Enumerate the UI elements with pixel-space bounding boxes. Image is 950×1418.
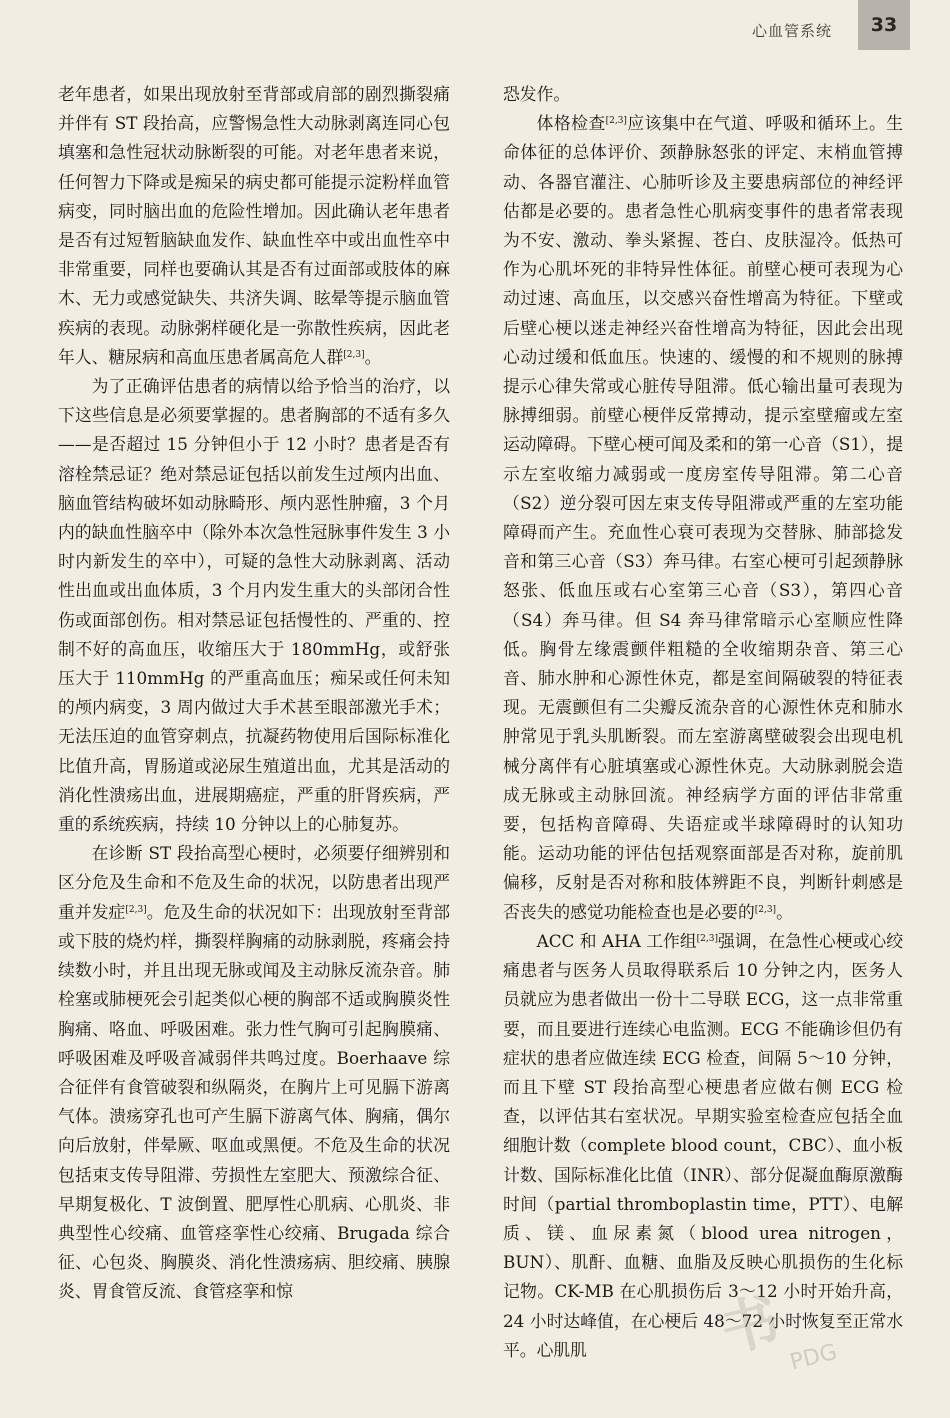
running-header-title: 心血管系统 [752, 22, 833, 40]
right-p1-text-a: 体格检查 [536, 113, 606, 134]
citation: [2,3] [605, 116, 627, 127]
left-paragraph-1 [58, 80, 450, 372]
right-p2-text-a: ACC 和 AHA 工作组 [536, 930, 697, 951]
citation: [2,3] [754, 904, 777, 915]
right-paragraph-0: 恐发作。 [503, 84, 571, 104]
left-p3-text-a: 在诊断 ST 段抬高型心梗时，必须要仔细辨别和区分危及生命和不危及生命的状况，以防患者出现严重并发症 [58, 843, 450, 922]
left-column [58, 80, 450, 1307]
left-p1-end: 。 [364, 346, 382, 367]
watermark-sub: PDG [787, 1339, 840, 1376]
citation: [2,3] [696, 933, 718, 944]
right-p1-end: 。 [776, 901, 793, 922]
right-p1-text-b: 应该集中在气道、呼吸和循环上。生命体征的总体评价、颈静脉怒张的评定、末梢血管搏动、各器官灌注、心肺听诊及主要患病部位的神经评估都是必要的。患者急性心肌病变事件的患者常表现为不安、激动、拳头紧握、苍白、皮肤湿冷。低热可作为心肌坏死的非特异性体征。前壁心梗可表现为心动过速、高血压，以交感兴奋性增高为特征。下壁或后壁心梗以迷走神经兴奋性增高为特征，因此会出现心动过缓和低血压。快速的、缓慢的和不规则的脉搏提示心律失常或心脏传导阻滞。低心输出量可表现为脉搏细弱。前壁心梗伴反常搏动，提示室壁瘤或左室运动障碍。下壁心梗可闻及柔和的第一心音（S1），提示左室收缩力减弱或一度房室传导阻滞。第二心音（S2）逆分裂可因左束支传导阻滞或严重的左室功能障碍而产生。充血性心衰可表现为交替脉、肺部捻发音和第三心音（S3）奔马律。右室心梗可引起颈静脉怒张、低血压或右心室第三心音（S3），第四心音（S4）奔马律。但 S4 奔马律常暗示心室顺应性降低。胸骨左缘震颤伴粗糙的全收缩期杂音、第三心音、肺水肿和心源性休克，都是室间隔破裂的特征表现。无震颤但有二尖瓣反流杂音的心源性休克和肺水肿常见于乳头肌断裂。而左室游离壁破裂会出现电机械分离伴有心脏填塞或心源性休克。大动脉剥脱会造成无脉或主动脉回流。神经病学方面的评估非常重要，包括构音障碍、失语症或半球障碍时的认知功能。运动功能的评估包括观察面部是否对称，旋前肌偏移，反射是否对称和肢体辨距不良，判断针刺感是否丧失的感觉功能检查也是必要的 [503, 113, 903, 922]
left-paragraph-2: 为了正确评估患者的病情以给予恰当的治疗，以下这些信息是必须要掌握的。患者胸部的不适有多久——是否超过 15 分钟但小于 12 小时？患者是否有溶栓禁忌证？绝对禁忌证包括以前发生过颅内出血、脑血管结构破坏如动脉畸形、颅内恶性肿瘤，3 个月内的缺血性脑卒中（除外本次急性冠脉事件发生 3 小时内新发生的卒中），可疑的急性大动脉剥离、活动性出血或出血体质，3 个月内发生重大的头部闭合性伤或面部创伤。相对禁忌证包括慢性的、严重的、控制不好的高血压，收缩压大于 180mmHg，或舒张压大于 110mmHg 的严重高血压；痴呆或任何未知的颅内病变，3 周内做过大手术甚至眼部激光手术；无法压迫的血管穿刺点，抗凝药物使用后国际标准化比值升高，胃肠道或泌尿生殖道出血，尤其是活动的消化性溃疡出血，进展期癌症，严重的肝肾疾病，严重的系统疾病，持续 10 分钟以上的心肺复苏。 [58, 376, 450, 835]
citation: [2,3] [125, 904, 147, 915]
right-column [503, 80, 903, 1365]
page-number: 33 [858, 0, 910, 50]
left-p1-text: 老年患者，如果出现放射至背部或肩部的剧烈撕裂痛并伴有 ST 段抬高，应警惕急性大动脉剥离连同心包填塞和急性冠状动脉断裂的可能。对老年患者来说，任何智力下降或是痴呆的病史都可能提示淀粉样血管病变，同时脑出血的危险性增加。因此确认老年患者是否有过短暂脑缺血发作、缺血性卒中或出血性卒中非常重要，同样也要确认其是否有过面部或肢体的麻木、无力或感觉缺失、共济失调、眩晕等提示脑血管疾病的表现。动脉粥样硬化是一弥散性疾病，因此老年人、糖尿病和高血压患者属高危人群 [58, 84, 450, 367]
left-paragraph-3 [58, 839, 450, 1306]
left-p3-text-b: 。危及生命的状况如下：出现放射至背部或下肢的烧灼样，撕裂样胸痛的动脉剥脱，疼痛会持续数小时，并且出现无脉或闻及主动脉反流杂音。肺栓塞或肺梗死会引起类似心梗的胸部不适或胸膜炎性胸痛、咯血、呼吸困难。张力性气胸可引起胸膜痛、呼吸困难及呼吸音减弱伴共鸣过度。Boerhaave 综合征伴有食管破裂和纵隔炎，在胸片上可见膈下游离气体。溃疡穿孔也可产生膈下游离气体、胸痛，偶尔向后放射，伴晕厥、呕血或黑便。不危及生命的状况包括束支传导阻滞、劳损性左室肥大、预激综合征、早期复极化、T 波倒置、肥厚性心肌病、心肌炎、非典型性心绞痛、血管痉挛性心绞痛、Brugada 综合征、心包炎、胸膜炎、消化性溃疡病、胆绞痛、胰腺炎、胃食管反流、食管痉挛和惊 [58, 901, 450, 1302]
citation: [2,3] [343, 349, 365, 360]
watermark: 书 [713, 1283, 795, 1366]
right-paragraph-1 [503, 109, 903, 927]
right-p2-text-b: 强调，在急性心梗或心绞痛患者与医务人员取得联系后 10 分钟之内，医务人员就应为患者做出一份十二导联 ECG，这一点非常重要，而且要进行连续心电监测。ECG 不能确诊但仍有症状的患者应做连续 ECG 检查，间隔 5～10 分钟，而且下壁 ST 段抬高型心梗患者应做右侧 ECG 检查，以评估其右室状况。早期实验室检查应包括全血细胞计数（complete blood count，CBC）、血小板计数、国际标准化比值（INR）、部分促凝血酶原激酶时间（partial thromboplastin time，PTT）、电解质、镁、血尿素氮（blood urea nitrogen，BUN）、肌酐、血糖、血脂及反映心肌损伤的生化标记物。CK-MB 在心肌损伤后 3～12 小时开始升高，24 小时达峰值，在心梗后 48～72 小时恢复至正常水平。心肌肌 [503, 930, 903, 1360]
